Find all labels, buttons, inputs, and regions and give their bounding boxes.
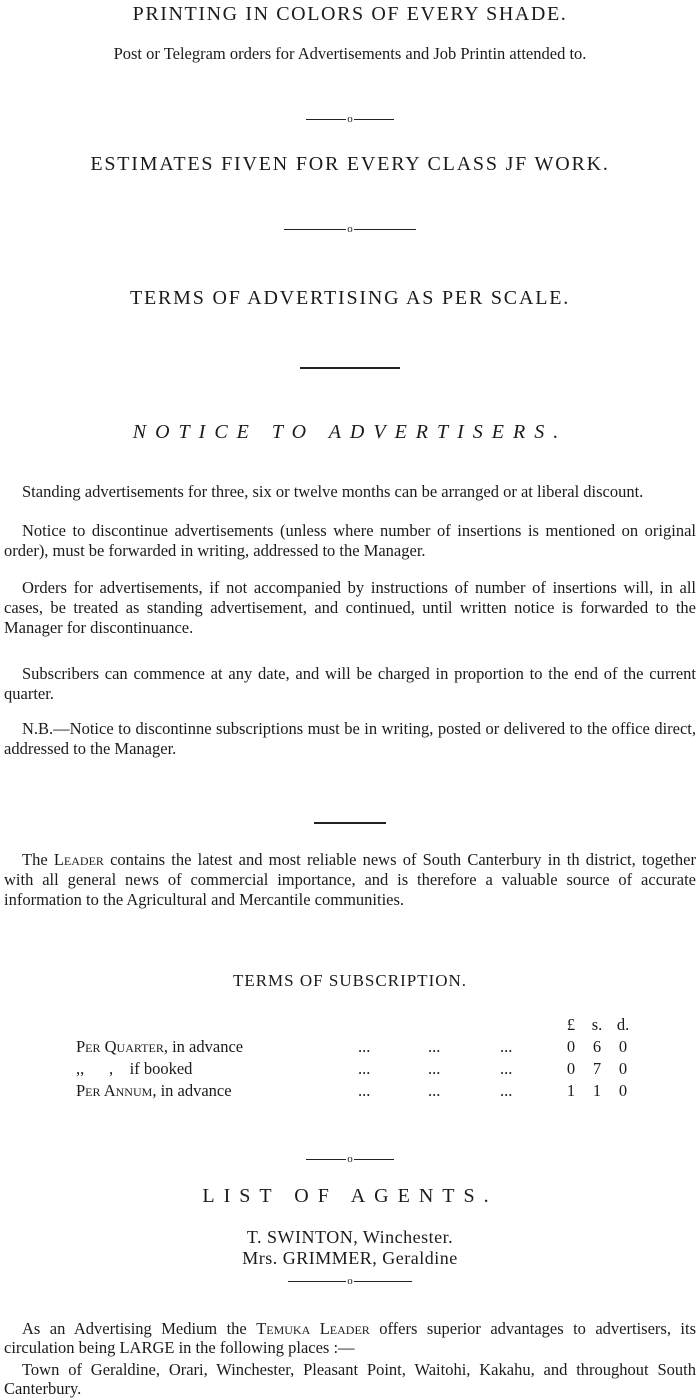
post-orders-block — [0, 44, 700, 64]
notice-paragraph: N.B.—Notice to discontinne subscriptions must be in writing, posted or delivered to the office direct, addressed to the Manager. — [4, 719, 696, 758]
separator-2 — [0, 222, 700, 236]
pence-value: 0 — [618, 1037, 628, 1056]
closing-block — [4, 1319, 696, 1398]
notice-paragraph: Subscribers can commence at any date, and will be charged in proportion to the end of the current quarter. — [4, 664, 696, 703]
row-label: Per Quarter, in advance — [76, 1037, 244, 1056]
pounds-value: 0 — [566, 1059, 576, 1078]
pounds-value: 1 — [566, 1081, 576, 1100]
separator-4 — [0, 1274, 700, 1288]
notice-title: NOTICE TO ADVERTISERS. — [132, 421, 568, 443]
row-label: ,, , if booked — [76, 1059, 193, 1078]
currency-header-row — [76, 1014, 636, 1036]
separator-mark: o — [347, 112, 353, 125]
notice-title-block — [0, 420, 700, 444]
terms-advertising-block — [0, 286, 700, 310]
closing-paragraph: As an Advertising Medium the Temuka Leader offers superior advantages to advertisers, its circulation being LARGE in the following places :— — [4, 1319, 696, 1357]
row-label: Per Annum, in advance — [76, 1081, 232, 1100]
separator-mark: o — [347, 222, 353, 235]
temuka-leader-name: Temuka Leader — [256, 1319, 370, 1338]
agents-title: LIST OF AGENTS. — [202, 1185, 498, 1207]
shillings-value: 1 — [592, 1081, 602, 1100]
separator-1 — [0, 112, 700, 126]
rule-2 — [0, 822, 700, 824]
subscription-table-block — [76, 1014, 636, 1102]
pounds-header: £ — [566, 1015, 576, 1034]
leader-paragraph: The Leader contains the latest and most reliable news of South Canterbury in th district, together with all general news of commercial importance, and is therefore a valuable source of accurate information to the Agricultural and Mercantile communities. — [4, 850, 696, 909]
table-row: Per Quarter, in advance ... ... ... 0 6 0 — [76, 1036, 636, 1058]
notice-paragraph: Notice to discontinue advertisements (unless where number of insertions is mentioned on original order), must be forwarded in writing, addressed to the Manager. — [4, 521, 696, 560]
leader-name: Leader — [53, 850, 104, 869]
subscription-table — [76, 1014, 636, 1102]
table-row: ,, , if booked ... ... ... 0 7 0 — [76, 1058, 636, 1080]
pence-value: 0 — [618, 1059, 628, 1078]
pounds-value: 0 — [566, 1037, 576, 1056]
notice-paragraph: Orders for advertisements, if not accompanied by instructions of number of insertions will, in all cases, be treated as standing advertisement, and continued, until written notice is forwarded to the Manager for discontinuance. — [4, 578, 696, 637]
shillings-value: 6 — [592, 1037, 602, 1056]
terms-advertising-heading: TERMS OF ADVERTISING AS PER SCALE. — [129, 287, 571, 309]
leader-paragraph-block — [4, 850, 696, 910]
subscription-title-block — [0, 970, 700, 992]
printing-heading-block — [0, 2, 700, 26]
separator-3 — [0, 1152, 700, 1166]
notice-paragraphs — [4, 482, 696, 759]
estimates-heading: ESTIMATES FIVEN FOR EVERY CLASS JF WORK. — [90, 153, 610, 175]
list-item: Mrs. GRIMMER, Geraldine — [242, 1248, 458, 1268]
estimates-block — [0, 152, 700, 176]
notice-paragraph: Standing advertisements for three, six or twelve months can be arranged or at liberal discount. — [22, 482, 644, 501]
separator-mark: o — [347, 1274, 353, 1287]
agents-list — [0, 1227, 700, 1269]
post-orders-line: Post or Telegram orders for Advertisements and Job Printin attended to. — [113, 44, 587, 63]
pence-header: d. — [616, 1015, 630, 1034]
pence-value: 0 — [618, 1081, 628, 1100]
list-item: T. SWINTON, Winchester. — [246, 1227, 454, 1247]
subscription-title: TERMS OF SUBSCRIPTION. — [232, 971, 468, 990]
separator-mark: o — [347, 1152, 353, 1165]
rule-1 — [0, 367, 700, 369]
shillings-header: s. — [591, 1015, 603, 1034]
agents-title-block — [0, 1184, 700, 1208]
table-row: Per Annum, in advance ... ... ... 1 1 0 — [76, 1080, 636, 1102]
places-paragraph: Town of Geraldine, Orari, Winchester, Pleasant Point, Waitohi, Kakahu, and throughout South Canterbury. — [4, 1360, 696, 1398]
printing-heading: PRINTING IN COLORS OF EVERY SHADE. — [132, 3, 568, 25]
shillings-value: 7 — [592, 1059, 602, 1078]
